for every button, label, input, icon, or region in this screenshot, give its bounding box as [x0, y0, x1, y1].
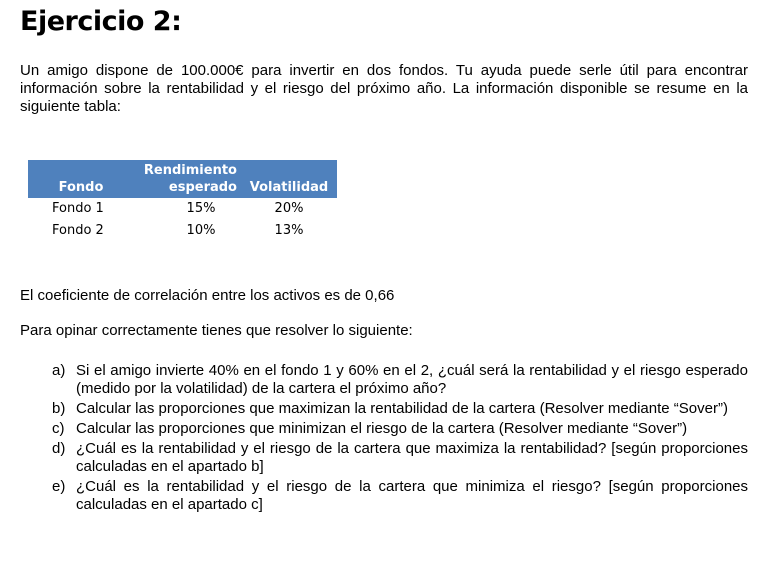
cell-fondo: Fondo 1 [52, 201, 104, 216]
list-item-text: ¿Cuál es la rentabilidad y el riesgo de la cartera que minimiza el riesgo? [según proporciones calculadas en el apartado c] [76, 478, 748, 513]
table-header-row [28, 160, 337, 198]
list-marker: b) [52, 400, 66, 417]
list-item [20, 440, 748, 476]
list-marker: c) [52, 420, 65, 437]
cell-rendimiento: 10% [186, 223, 216, 238]
list-item [20, 478, 748, 514]
header-volatilidad: Volatilidad [241, 160, 337, 198]
funds-table [28, 160, 337, 242]
cell-rendimiento: 15% [186, 201, 216, 216]
correlation-text: El coeficiente de correlación entre los activos es de 0,66 [20, 287, 395, 304]
table-row [28, 198, 337, 220]
list-item-text: Si el amigo invierte 40% en el fondo 1 y 60% en el 2, ¿cuál será la rentabilidad y el riesgo esperado (medido por la volatilidad) de la cartera el próximo año? [76, 362, 748, 397]
table-row [28, 220, 337, 242]
header-fondo: Fondo [28, 160, 134, 198]
list-item-text: ¿Cuál es la rentabilidad y el riesgo de la cartera que maximiza la rentabilidad? [según proporciones calculadas en el apartado b] [76, 440, 748, 475]
list-marker: e) [52, 478, 66, 495]
header-rendimiento-line1: Rendimiento [143, 163, 237, 178]
exercise-title: Ejercicio 2: [20, 6, 182, 37]
cell-volatilidad: 13% [274, 223, 304, 238]
list-item [20, 400, 748, 418]
list-item-text: Calcular las proporciones que minimizan el riesgo de la cartera (Resolver mediante “Sover”) [76, 420, 688, 437]
cell-fondo: Fondo 2 [52, 223, 104, 238]
list-item [20, 362, 748, 398]
list-item [20, 420, 748, 438]
header-rendimiento-line2: esperado [168, 180, 237, 195]
instructions-text: Para opinar correctamente tienes que resolver lo siguiente: [20, 322, 413, 339]
intro-paragraph: Un amigo dispone de 100.000€ para invertir en dos fondos. Tu ayuda puede serle útil para encontrar información sobre la rentabilidad y el riesgo del próximo año. La información disponible se resume en la siguiente tabla: [20, 62, 748, 115]
cell-volatilidad: 20% [274, 201, 304, 216]
list-item-text: Calcular las proporciones que maximizan la rentabilidad de la cartera (Resolver mediante “Sover”) [76, 400, 728, 417]
task-list [20, 362, 748, 516]
list-marker: a) [52, 362, 66, 379]
list-marker: d) [52, 440, 66, 457]
header-rendimiento [134, 160, 241, 198]
